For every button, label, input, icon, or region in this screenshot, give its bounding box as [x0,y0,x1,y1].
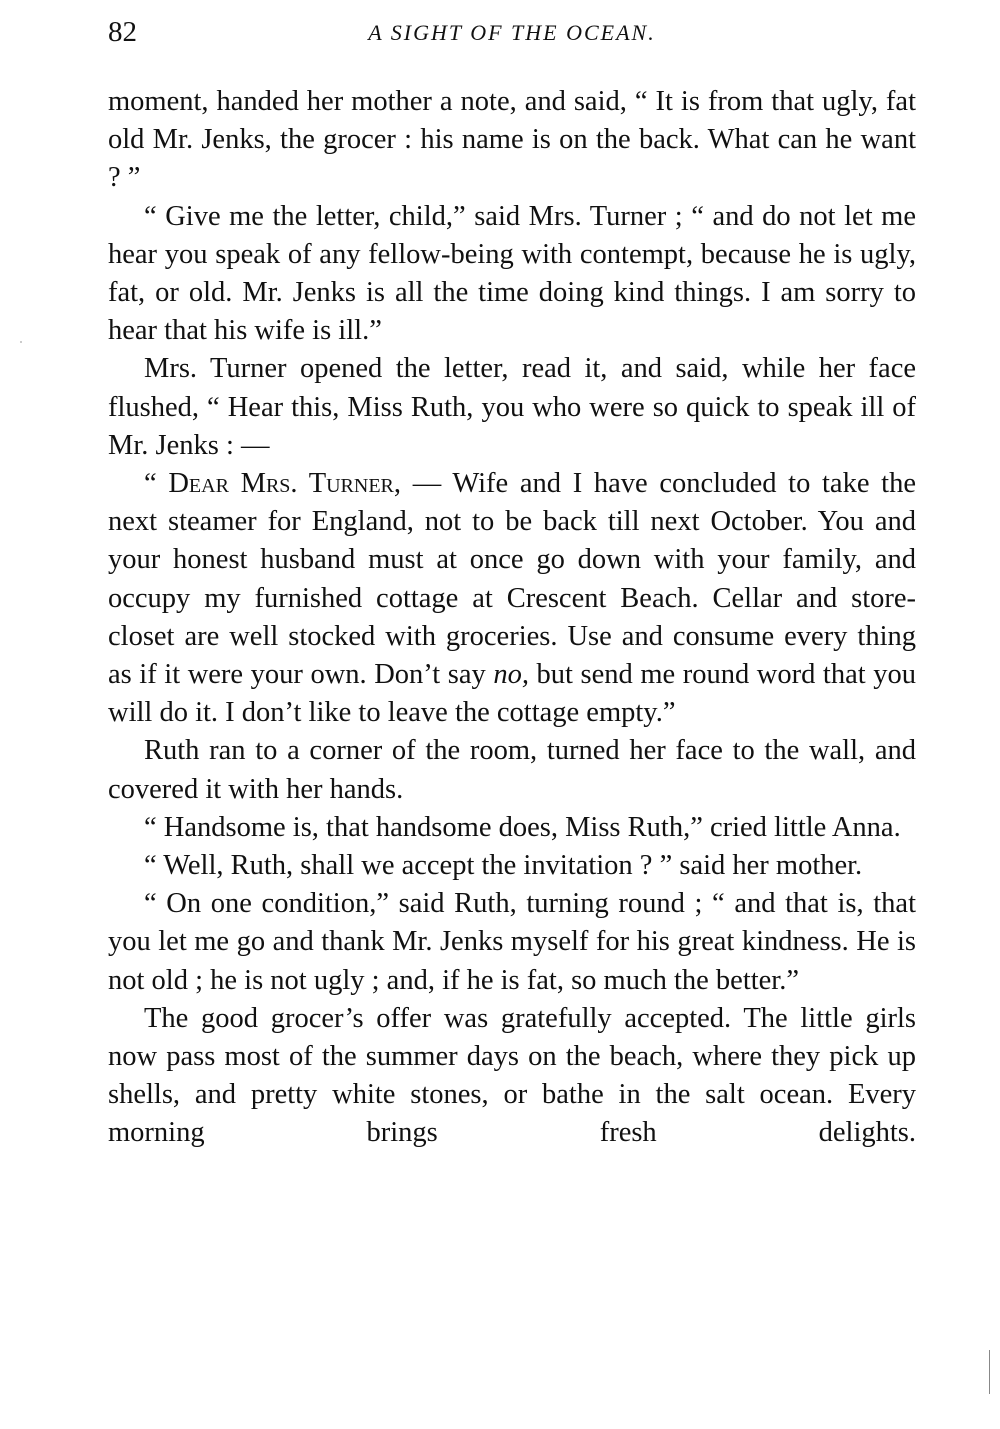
letter-opening-quote: “ [144,468,169,500]
paragraph: Mrs. Turner opened the letter, read it, and said, while her face flushed, “ Hear this, Miss Ruth, you who were so quick to speak ill of Mr. Jenks : — [108,353,916,461]
body-text [108,83,916,1153]
scan-speck [20,341,22,343]
letter-paragraph [108,465,916,732]
emphasis-word: no, [493,659,529,691]
running-title: A SIGHT OF THE OCEAN. [368,20,656,45]
paragraph: “ On one condition,” said Ruth, turning round ; “ and that is, that you let me go and thank Mr. Jenks myself for his great kindness. He is not old ; he is not ugly ; and, if he is fat, so much the better.” [108,888,916,996]
page-header [108,14,916,54]
paragraph: Ruth ran to a corner of the room, turned her face to the wall, and covered it with her hands. [108,735,916,805]
paragraph: The good grocer’s offer was gratefully accepted. The little girls now pass most of the summer days on the beach, where they pick up shells, and pretty white stones, or bathe in the salt ocean. Every morning brings fresh delights. [108,1002,916,1149]
letter-text: — Wife and I have concluded to take the next steamer for England, not to be back till next October. You and your honest husband must at once go down with your family, and occupy my furnished cottage at Crescent Beach. Cellar and store-closet are well stocked with groceries. Use and consume every thing as if it were your own. Don’t say [108,468,916,691]
paragraph: “ Handsome is, that handsome does, Miss Ruth,” cried little Anna. [144,811,901,843]
page-number: 82 [108,16,137,48]
scan-margin-mark [989,1350,990,1394]
paragraph: moment, handed her mother a note, and said, “ It is from that ugly, fat old Mr. Jenks, the grocer : his name is on the back. What can he want ? ” [108,86,916,194]
letter-text-end: but send me round word that you will do it. I don’t like to leave the cottage empty.” [108,659,916,729]
paragraph: “ Give me the letter, child,” said Mrs. Turner ; “ and do not let me hear you speak of any fellow-being with contempt, because he is ugly, fat, or old. Mr. Jenks is all the time doing kind things. I am sorry to hear that his wife is ill.” [108,200,916,347]
letter-salutation: Dear Mrs. Turner, [168,468,402,500]
paragraph: “ Well, Ruth, shall we accept the invitation ? ” said her mother. [144,850,863,882]
